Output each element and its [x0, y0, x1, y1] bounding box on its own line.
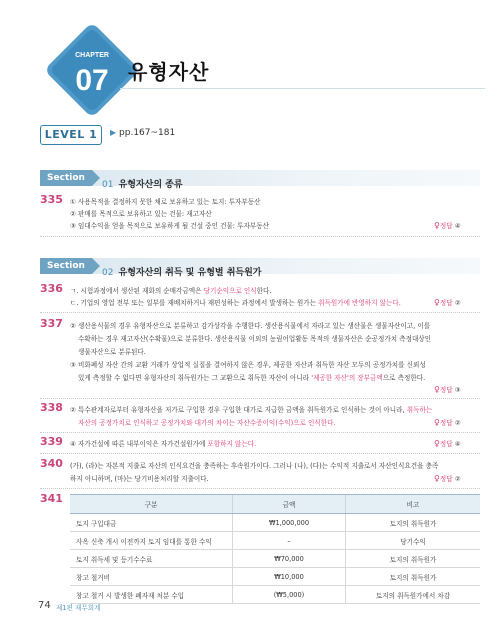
table-row	[70, 532, 480, 550]
lightbulb-icon: ♀	[434, 221, 440, 230]
question-number: 340	[40, 457, 63, 470]
question-number: 336	[40, 282, 63, 295]
section-title: 유형자산의 종류	[118, 180, 183, 190]
answer-line: ② 특수관계자로부터 유형자산을 저가로 구입한 경우 구입한 대가로 지급한 금액을 취득원가로 인식하는 것이 아니라, 취득하는	[70, 406, 433, 414]
table-header: 구분	[70, 495, 233, 514]
chapter-label: CHAPTER	[75, 52, 109, 59]
table-cell: 창고 철거비	[70, 568, 233, 586]
section-tag: Section	[40, 258, 92, 274]
section-heading	[102, 260, 262, 279]
triangle-icon: ▶	[110, 128, 117, 137]
table-cell: (₩5,000)	[233, 586, 346, 604]
answer-label: 정답	[439, 222, 453, 230]
cost-table	[70, 494, 480, 604]
footer-text: 제1편 재무회계	[56, 604, 101, 612]
page-range-text: pp.167~181	[119, 128, 176, 138]
section-heading	[102, 172, 183, 191]
table-cell: 토지 취득세 및 등기수수료	[70, 550, 233, 568]
table-cell: 토지의 취득원가	[346, 550, 481, 568]
lightbulb-icon: ♀	[434, 439, 440, 448]
answer-line: 생물자산으로 분류된다.	[78, 348, 146, 356]
table-cell: –	[233, 532, 346, 550]
answer-line: 수확하는 경우 재고자산(수확물)으로 분류한다. 생산용식물 이외의 농림어업활동 목적의 생물자산은 순공정가치 측정대상인	[78, 335, 432, 343]
question-number: 338	[40, 401, 63, 414]
table-cell: 창고 철거 시 발생한 폐자재 처분 수입	[70, 586, 233, 604]
answer-line: ① 사용목적을 결정하지 못한 채로 보유하고 있는 토지: 투자부동산	[70, 198, 261, 206]
answer-line: (가), (라)는 자본적 지출로 자산의 인식요건을 충족하는 후속원가이다. 그러나 (나), (다)는 수익적 지출로서 자산인식요건을 충족	[70, 462, 439, 470]
dotted-divider	[40, 236, 480, 237]
lightbulb-icon: ♀	[434, 385, 440, 394]
question-number: 339	[40, 435, 63, 448]
answer-value: ④	[454, 222, 461, 230]
question-number: 335	[40, 193, 63, 206]
table-header: 금액	[233, 495, 346, 514]
section-title: 유형자산의 취득 및 유형별 취득원가	[118, 268, 262, 278]
level-badge: LEVEL 1	[40, 125, 102, 145]
lightbulb-icon: ♀	[434, 298, 440, 307]
answer-key	[434, 220, 461, 230]
answer-line: 있게 측정할 수 없다면 유형자산의 취득원가는 그 교환으로 취득한 자산이 아니라 '제공한 자산'의 장부금액으로 측정한다.	[78, 374, 426, 382]
lightbulb-icon: ♀	[434, 418, 440, 427]
answer-line: ② 판매를 목적으로 보유하고 있는 건물: 재고자산	[70, 210, 212, 218]
table-cell: 토지 구입대금	[70, 514, 233, 532]
answer-line: ② 생산용식물의 경우 유형자산으로 분류하고 감가상각을 수행한다. 생산용식물에서 자라고 있는 생산물은 생물자산이고, 이를	[70, 322, 431, 330]
answer-key: ♀정답 ②	[434, 298, 461, 307]
table-cell: 당기수익	[346, 532, 481, 550]
table-row	[70, 550, 480, 568]
answer-line: ㄱ. 시험과정에서 생산된 재화의 순매각금액은 당기순익으로 인식한다.	[70, 287, 272, 295]
answer-line: 자산의 공정가치로 인식하고 공정가치와 대가의 차이는 자산수증이익(수익)으로 인식한다.	[78, 419, 336, 427]
section-tag: Section	[40, 170, 92, 186]
chapter-number: 07	[75, 64, 109, 97]
dotted-divider	[40, 432, 480, 433]
table-row	[70, 586, 480, 604]
answer-line: 하지 아니하며, (마)는 당기비용처리할 지출이다.	[70, 475, 209, 483]
answer-key: ♀정답 ②	[434, 418, 461, 427]
answer-key: ♀정답 ②	[434, 474, 461, 483]
table-cell: 토지의 취득원가에서 차감	[346, 586, 481, 604]
section-number: 01	[102, 180, 114, 190]
dotted-divider	[40, 453, 480, 454]
table-header: 비고	[346, 495, 481, 514]
chapter-title: 유형자산	[128, 60, 210, 84]
answer-line: ㄷ. 기업의 영업 전부 또는 일부를 재배치하거나 재편성하는 과정에서 발생하는 원가는 취득원가에 반영하지 않는다.	[70, 299, 401, 307]
dotted-divider	[40, 398, 480, 399]
dotted-divider	[40, 488, 480, 489]
table-cell: 토지의 취득원가	[346, 514, 481, 532]
page-range	[110, 128, 175, 138]
table-row	[70, 514, 480, 532]
section-number: 02	[102, 268, 114, 278]
lightbulb-icon: ♀	[434, 474, 440, 483]
table-cell: 사옥 신축 개시 이전까지 토지 임대를 통한 수익	[70, 532, 233, 550]
table-cell: 토지의 취득원가	[346, 568, 481, 586]
table-row	[70, 568, 480, 586]
question-number: 337	[40, 317, 63, 330]
answer-key: ♀정답 ③	[434, 385, 461, 394]
answer-key: ♀정답 ④	[434, 439, 461, 448]
table-cell: ₩1,000,000	[233, 514, 346, 532]
answer-line: ④ 자가건설에 따른 내부이익은 자가건설원가에 포함하지 않는다.	[70, 440, 257, 448]
answer-line: ③ 비화폐성 자산 간의 교환 거래가 상업적 실질을 결여하지 않은 경우, 제공한 자산과 취득한 자산 모두의 공정가치를 신뢰성	[70, 361, 426, 369]
dotted-divider	[40, 312, 480, 313]
title-divider	[120, 88, 485, 89]
answer-line: ③ 임대수익을 얻을 목적으로 보유하게 될 건설 중인 건물: 투자부동산	[70, 222, 269, 230]
question-number: 341	[40, 492, 63, 505]
table-header-row	[70, 495, 480, 514]
table-cell: ₩70,000	[233, 550, 346, 568]
page-number: 74	[38, 600, 51, 611]
table-cell: ₩10,000	[233, 568, 346, 586]
